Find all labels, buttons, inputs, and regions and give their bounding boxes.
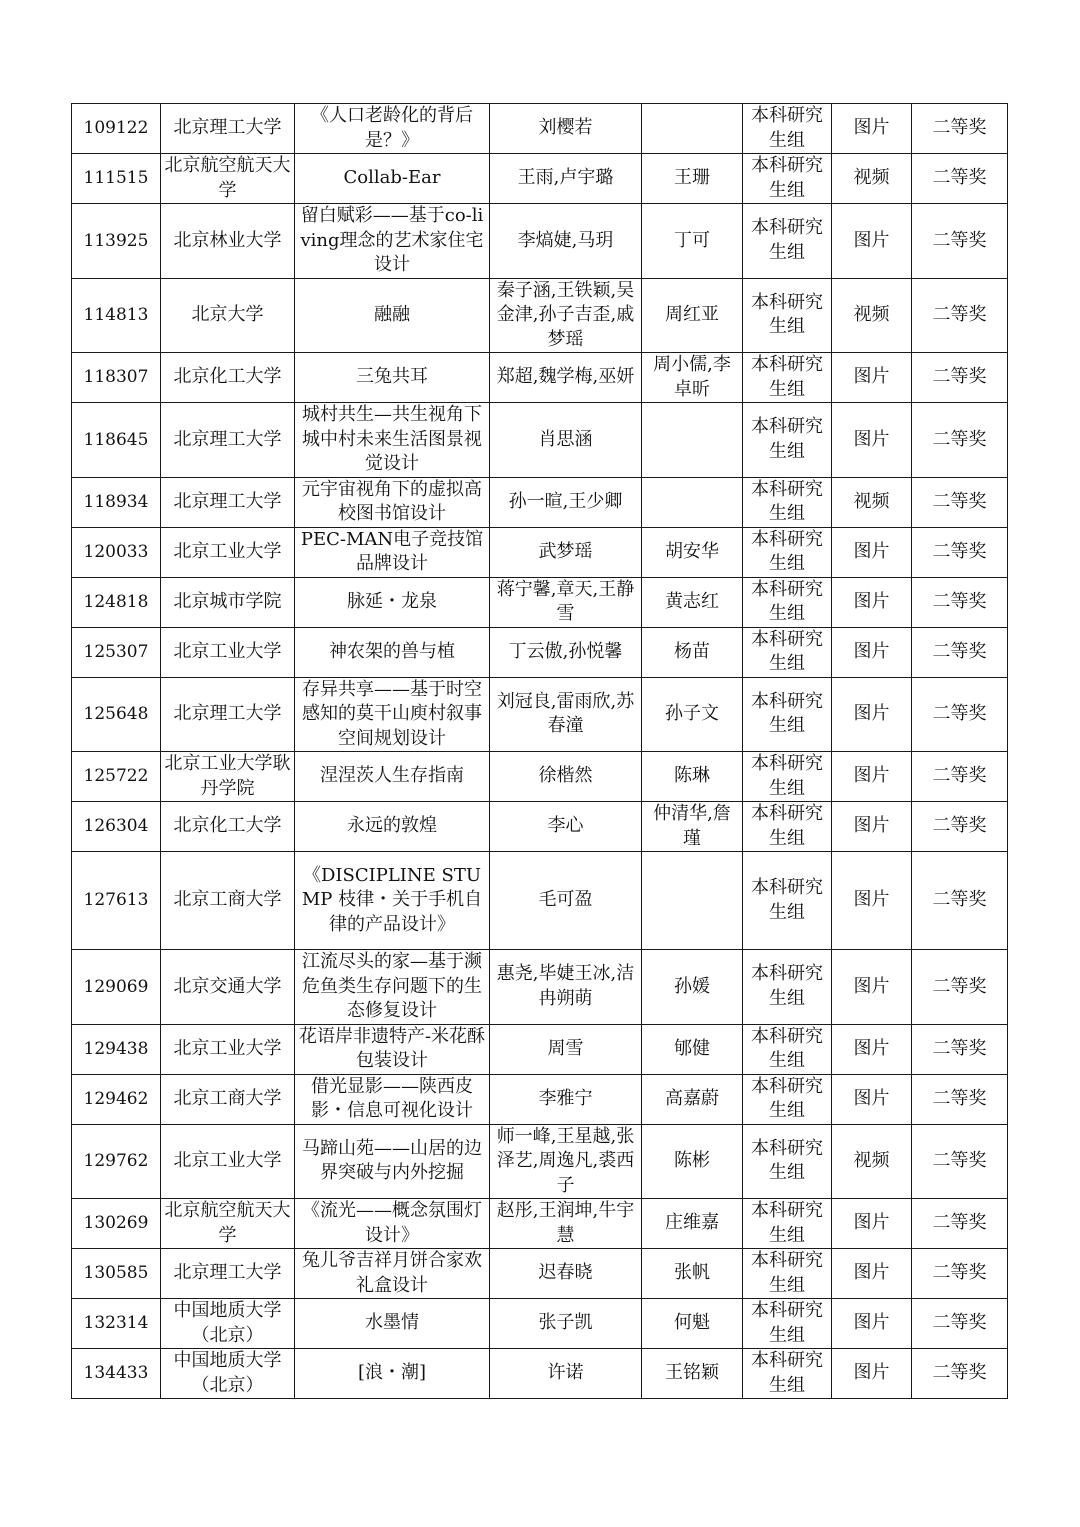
work-type-cell: 图片 (832, 1249, 912, 1299)
award-cell: 二等奖 (912, 1249, 1008, 1299)
work-type-cell: 图片 (832, 353, 912, 403)
award-list-sheet (71, 103, 1007, 1399)
table-row (72, 1349, 1008, 1399)
work-title-cell: 留白赋彩——基于co-living理念的艺术家住宅设计 (295, 204, 490, 279)
advisor-cell (642, 104, 743, 154)
entry-id-cell: 129762 (72, 1124, 161, 1199)
work-title-cell: 《DISCIPLINE STUMP 枝律・关于手机自律的产品设计》 (295, 852, 490, 950)
table-row (72, 403, 1008, 478)
entry-id-cell: 109122 (72, 104, 161, 154)
advisor-cell: 周小儒,李卓昕 (642, 353, 743, 403)
award-cell: 二等奖 (912, 154, 1008, 204)
authors-cell: 孙一暄,王少卿 (490, 477, 642, 527)
school-cell: 北京工业大学 (161, 1124, 295, 1199)
advisor-cell: 杨苗 (642, 627, 743, 677)
entry-id-cell: 127613 (72, 852, 161, 950)
table-row (72, 278, 1008, 353)
group-cell: 本科研究生组 (743, 852, 832, 950)
group-cell: 本科研究生组 (743, 1074, 832, 1124)
table-row (72, 802, 1008, 852)
entry-id-cell: 129069 (72, 950, 161, 1025)
authors-cell: 秦子涵,王铁颖,吴金津,孙子吉歪,戚梦瑶 (490, 278, 642, 353)
award-cell: 二等奖 (912, 527, 1008, 577)
entry-id-cell: 129462 (72, 1074, 161, 1124)
school-cell: 北京大学 (161, 278, 295, 353)
group-cell: 本科研究生组 (743, 1199, 832, 1249)
school-cell: 北京理工大学 (161, 1249, 295, 1299)
table-row (72, 1249, 1008, 1299)
work-title-cell: 脉延・龙泉 (295, 577, 490, 627)
group-cell: 本科研究生组 (743, 527, 832, 577)
advisor-cell: 高嘉蔚 (642, 1074, 743, 1124)
group-cell: 本科研究生组 (743, 104, 832, 154)
entry-id-cell: 130269 (72, 1199, 161, 1249)
group-cell: 本科研究生组 (743, 627, 832, 677)
work-title-cell: 元宇宙视角下的虚拟高校图书馆设计 (295, 477, 490, 527)
work-title-cell: 借光显影——陕西皮影・信息可视化设计 (295, 1074, 490, 1124)
work-title-cell: 三兔共耳 (295, 353, 490, 403)
school-cell: 北京交通大学 (161, 950, 295, 1025)
group-cell: 本科研究生组 (743, 204, 832, 279)
table-row (72, 1299, 1008, 1349)
award-cell: 二等奖 (912, 1299, 1008, 1349)
table-row (72, 852, 1008, 950)
school-cell: 北京工业大学耿丹学院 (161, 752, 295, 802)
award-cell: 二等奖 (912, 104, 1008, 154)
table-row (72, 677, 1008, 752)
group-cell: 本科研究生组 (743, 154, 832, 204)
work-title-cell: 涅涅茨人生存指南 (295, 752, 490, 802)
table-row (72, 1074, 1008, 1124)
entry-id-cell: 125722 (72, 752, 161, 802)
school-cell: 中国地质大学（北京） (161, 1299, 295, 1349)
school-cell: 北京化工大学 (161, 353, 295, 403)
entry-id-cell: 120033 (72, 527, 161, 577)
entry-id-cell: 125307 (72, 627, 161, 677)
group-cell: 本科研究生组 (743, 353, 832, 403)
group-cell: 本科研究生组 (743, 802, 832, 852)
work-title-cell: PEC-MAN电子竞技馆品牌设计 (295, 527, 490, 577)
entry-id-cell: 132314 (72, 1299, 161, 1349)
advisor-cell: 庄维嘉 (642, 1199, 743, 1249)
work-title-cell: 永远的敦煌 (295, 802, 490, 852)
advisor-cell: 胡安华 (642, 527, 743, 577)
table-row (72, 950, 1008, 1025)
advisor-cell: 何魁 (642, 1299, 743, 1349)
authors-cell: 李雅宁 (490, 1074, 642, 1124)
work-title-cell: 《流光——概念氛围灯设计》 (295, 1199, 490, 1249)
school-cell: 北京工业大学 (161, 527, 295, 577)
advisor-cell: 黄志红 (642, 577, 743, 627)
group-cell: 本科研究生组 (743, 477, 832, 527)
work-title-cell: 城村共生—共生视角下城中村未来生活图景视觉设计 (295, 403, 490, 478)
school-cell: 北京航空航天大学 (161, 1199, 295, 1249)
entry-id-cell: 124818 (72, 577, 161, 627)
group-cell: 本科研究生组 (743, 1024, 832, 1074)
work-title-cell: Collab-Ear (295, 154, 490, 204)
work-title-cell: 水墨情 (295, 1299, 490, 1349)
work-type-cell: 图片 (832, 104, 912, 154)
group-cell: 本科研究生组 (743, 950, 832, 1025)
award-cell: 二等奖 (912, 1199, 1008, 1249)
school-cell: 北京理工大学 (161, 104, 295, 154)
school-cell: 北京理工大学 (161, 677, 295, 752)
advisor-cell: 陈彬 (642, 1124, 743, 1199)
entry-id-cell: 129438 (72, 1024, 161, 1074)
entry-id-cell: 113925 (72, 204, 161, 279)
work-type-cell: 图片 (832, 1299, 912, 1349)
table-row (72, 353, 1008, 403)
school-cell: 中国地质大学（北京） (161, 1349, 295, 1399)
table-row (72, 527, 1008, 577)
school-cell: 北京航空航天大学 (161, 154, 295, 204)
authors-cell: 赵彤,王润坤,牛宇慧 (490, 1199, 642, 1249)
advisor-cell: 孙媛 (642, 950, 743, 1025)
group-cell: 本科研究生组 (743, 1349, 832, 1399)
work-type-cell: 图片 (832, 677, 912, 752)
entry-id-cell: 134433 (72, 1349, 161, 1399)
authors-cell: 迟春晓 (490, 1249, 642, 1299)
work-title-cell: 《人口老龄化的背后是？》 (295, 104, 490, 154)
award-table (71, 103, 1008, 1399)
work-title-cell: [浪・潮] (295, 1349, 490, 1399)
table-row (72, 204, 1008, 279)
advisor-cell: 王铭颖 (642, 1349, 743, 1399)
group-cell: 本科研究生组 (743, 677, 832, 752)
group-cell: 本科研究生组 (743, 1124, 832, 1199)
group-cell: 本科研究生组 (743, 752, 832, 802)
authors-cell: 李心 (490, 802, 642, 852)
school-cell: 北京林业大学 (161, 204, 295, 279)
entry-id-cell: 118934 (72, 477, 161, 527)
group-cell: 本科研究生组 (743, 577, 832, 627)
work-type-cell: 图片 (832, 1199, 912, 1249)
school-cell: 北京理工大学 (161, 477, 295, 527)
group-cell: 本科研究生组 (743, 403, 832, 478)
work-title-cell: 花语岸非遗特产-米花酥包装设计 (295, 1024, 490, 1074)
award-cell: 二等奖 (912, 852, 1008, 950)
authors-cell: 许诺 (490, 1349, 642, 1399)
group-cell: 本科研究生组 (743, 1249, 832, 1299)
advisor-cell (642, 477, 743, 527)
work-type-cell: 视频 (832, 154, 912, 204)
authors-cell: 师一峰,王星越,张泽艺,周逸凡,裘西子 (490, 1124, 642, 1199)
table-row (72, 1124, 1008, 1199)
authors-cell: 毛可盈 (490, 852, 642, 950)
work-type-cell: 图片 (832, 852, 912, 950)
work-type-cell: 图片 (832, 1024, 912, 1074)
school-cell: 北京化工大学 (161, 802, 295, 852)
entry-id-cell: 130585 (72, 1249, 161, 1299)
award-cell: 二等奖 (912, 1124, 1008, 1199)
award-cell: 二等奖 (912, 204, 1008, 279)
work-type-cell: 图片 (832, 1074, 912, 1124)
work-title-cell: 江流尽头的家—基于濒危鱼类生存问题下的生态修复设计 (295, 950, 490, 1025)
work-title-cell: 神农架的兽与植 (295, 627, 490, 677)
group-cell: 本科研究生组 (743, 1299, 832, 1349)
work-type-cell: 图片 (832, 403, 912, 478)
work-type-cell: 图片 (832, 204, 912, 279)
award-cell: 二等奖 (912, 353, 1008, 403)
authors-cell: 张子凯 (490, 1299, 642, 1349)
school-cell: 北京城市学院 (161, 577, 295, 627)
work-type-cell: 图片 (832, 950, 912, 1025)
table-row (72, 104, 1008, 154)
authors-cell: 王雨,卢宇璐 (490, 154, 642, 204)
entry-id-cell: 114813 (72, 278, 161, 353)
table-row (72, 1199, 1008, 1249)
work-type-cell: 图片 (832, 752, 912, 802)
authors-cell: 武梦瑶 (490, 527, 642, 577)
advisor-cell: 丁可 (642, 204, 743, 279)
school-cell: 北京工商大学 (161, 1074, 295, 1124)
work-title-cell: 融融 (295, 278, 490, 353)
award-cell: 二等奖 (912, 403, 1008, 478)
school-cell: 北京理工大学 (161, 403, 295, 478)
school-cell: 北京工商大学 (161, 852, 295, 950)
authors-cell: 郑超,魏学梅,巫妍 (490, 353, 642, 403)
advisor-cell: 周红亚 (642, 278, 743, 353)
authors-cell: 刘樱若 (490, 104, 642, 154)
award-cell: 二等奖 (912, 752, 1008, 802)
award-cell: 二等奖 (912, 1074, 1008, 1124)
group-cell: 本科研究生组 (743, 278, 832, 353)
award-cell: 二等奖 (912, 577, 1008, 627)
authors-cell: 丁云傲,孙悦馨 (490, 627, 642, 677)
advisor-cell: 陈琳 (642, 752, 743, 802)
table-row (72, 1024, 1008, 1074)
school-cell: 北京工业大学 (161, 627, 295, 677)
award-cell: 二等奖 (912, 950, 1008, 1025)
advisor-cell: 张帆 (642, 1249, 743, 1299)
authors-cell: 蒋宁馨,章天,王静雪 (490, 577, 642, 627)
authors-cell: 周雪 (490, 1024, 642, 1074)
authors-cell: 惠尧,毕婕王冰,洁冉朔萌 (490, 950, 642, 1025)
advisor-cell: 郇健 (642, 1024, 743, 1074)
advisor-cell (642, 852, 743, 950)
work-title-cell: 马蹄山苑——山居的边界突破与内外挖掘 (295, 1124, 490, 1199)
table-row (72, 577, 1008, 627)
entry-id-cell: 126304 (72, 802, 161, 852)
award-cell: 二等奖 (912, 477, 1008, 527)
award-table-body (72, 104, 1008, 1399)
work-type-cell: 视频 (832, 278, 912, 353)
award-cell: 二等奖 (912, 627, 1008, 677)
work-type-cell: 图片 (832, 627, 912, 677)
work-type-cell: 视频 (832, 1124, 912, 1199)
school-cell: 北京工业大学 (161, 1024, 295, 1074)
work-title-cell: 存异共享——基于时空感知的莫干山庾村叙事空间规划设计 (295, 677, 490, 752)
work-type-cell: 视频 (832, 477, 912, 527)
entry-id-cell: 125648 (72, 677, 161, 752)
work-type-cell: 图片 (832, 1349, 912, 1399)
award-cell: 二等奖 (912, 278, 1008, 353)
authors-cell: 李熇婕,马玥 (490, 204, 642, 279)
work-type-cell: 图片 (832, 802, 912, 852)
authors-cell: 刘冠良,雷雨欣,苏春潼 (490, 677, 642, 752)
award-cell: 二等奖 (912, 1349, 1008, 1399)
table-row (72, 477, 1008, 527)
work-title-cell: 兔儿爷吉祥月饼合家欢礼盒设计 (295, 1249, 490, 1299)
entry-id-cell: 118307 (72, 353, 161, 403)
entry-id-cell: 111515 (72, 154, 161, 204)
advisor-cell: 仲清华,詹瑾 (642, 802, 743, 852)
award-cell: 二等奖 (912, 677, 1008, 752)
award-cell: 二等奖 (912, 802, 1008, 852)
entry-id-cell: 118645 (72, 403, 161, 478)
table-row (72, 752, 1008, 802)
work-type-cell: 图片 (832, 527, 912, 577)
award-cell: 二等奖 (912, 1024, 1008, 1074)
advisor-cell: 孙子文 (642, 677, 743, 752)
table-row (72, 154, 1008, 204)
work-type-cell: 图片 (832, 577, 912, 627)
advisor-cell: 王珊 (642, 154, 743, 204)
table-row (72, 627, 1008, 677)
authors-cell: 徐楷然 (490, 752, 642, 802)
advisor-cell (642, 403, 743, 478)
authors-cell: 肖思涵 (490, 403, 642, 478)
